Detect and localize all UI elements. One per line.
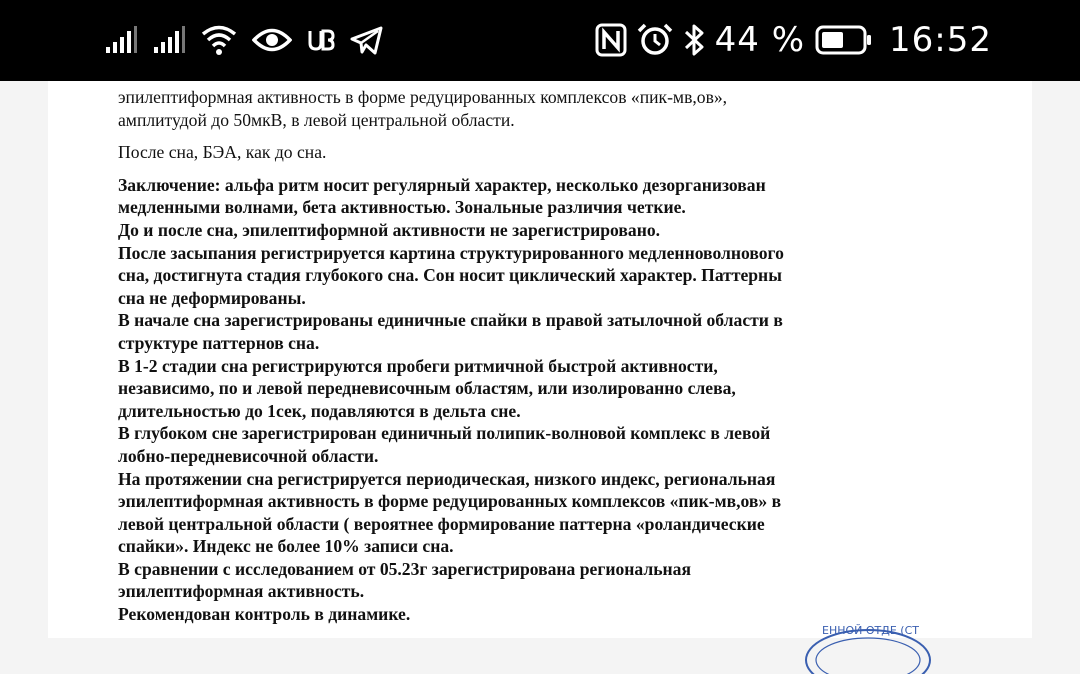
alarm-icon <box>637 23 673 57</box>
nfc-icon <box>595 23 627 57</box>
conclusion-line: медленными волнами, бета активностью. Зональные различия четкие. <box>118 197 686 218</box>
conclusion-line: эпилептиформная активность. <box>118 581 365 602</box>
clock: 16:52 <box>889 20 992 60</box>
stamp <box>800 614 940 674</box>
after-sleep-line: После сна, БЭА, как до сна. <box>118 142 327 163</box>
bluetooth-icon <box>683 23 705 57</box>
ub-icon <box>306 25 336 55</box>
conclusion-line: Заключение: альфа ритм носит регулярный характер, несколько дезорганизован <box>118 174 766 195</box>
conclusion-line: До и после сна, эпилептиформной активности не зарегистрировано. <box>118 219 661 240</box>
battery-icon <box>815 24 873 56</box>
document-text <box>118 86 898 626</box>
telegram-icon <box>350 25 384 55</box>
conclusion-line: сна не деформированы. <box>118 287 306 308</box>
wifi-icon <box>200 24 238 56</box>
conclusion-line: После засыпания регистрируется картина структурированного медленноволнового <box>118 242 784 263</box>
intro-line: амплитудой до 50мкВ, в левой центральной области. <box>118 109 515 130</box>
battery-percent: 44 % <box>714 20 806 60</box>
status-bar <box>0 0 1080 81</box>
conclusion-line: На протяжении сна регистрируется периодическая, низкого индекс, региональная <box>118 468 776 489</box>
conclusion-line: независимо, по и левой передневисочным областям, или изолированно слева, <box>118 378 736 399</box>
stamp-text: ЕННОЙ ОТДЕ (СТ <box>822 624 919 637</box>
conclusion-line: Рекомендован контроль в динамике. <box>118 604 411 625</box>
conclusion-line: длительностью до 1сек, подавляются в дельта сне. <box>118 400 521 421</box>
conclusion-line: сна, достигнута стадия глубокого сна. Сон носит циклический характер. Паттерны <box>118 265 782 286</box>
conclusion-line: эпилептиформная активность в форме редуцированных комплексов «пик-мв,ов» в <box>118 491 782 512</box>
conclusion-line: В глубоком сне зарегистрирован единичный полипик-волновой комплекс в левой <box>118 423 771 444</box>
conclusion-line: структуре паттернов сна. <box>118 332 320 353</box>
conclusion-block <box>118 174 898 626</box>
status-left-icons <box>104 22 384 58</box>
intro-line: эпилептиформная активность в форме редуцированных комплексов «пик-мв,ов», <box>118 87 728 107</box>
conclusion-line: левой центральной области ( вероятнее формирование паттерна «роландические <box>118 513 765 534</box>
conclusion-line: В сравнении с исследованием от 05.23г зарегистрирована региональная <box>118 558 691 579</box>
conclusion-line: В начале сна зарегистрированы единичные спайки в правой затылочной области в <box>118 310 783 331</box>
conclusion-line: спайки». Индекс не более 10% записи сна. <box>118 536 454 557</box>
signal-icon <box>104 25 138 55</box>
signal-icon <box>152 25 186 55</box>
conclusion-line: В 1-2 стадии сна регистрируются пробеги ритмичной быстрой активности, <box>118 355 718 376</box>
eye-icon <box>252 25 292 55</box>
conclusion-line: лобно-передневисочной области. <box>118 445 379 466</box>
status-right-icons <box>595 20 992 60</box>
